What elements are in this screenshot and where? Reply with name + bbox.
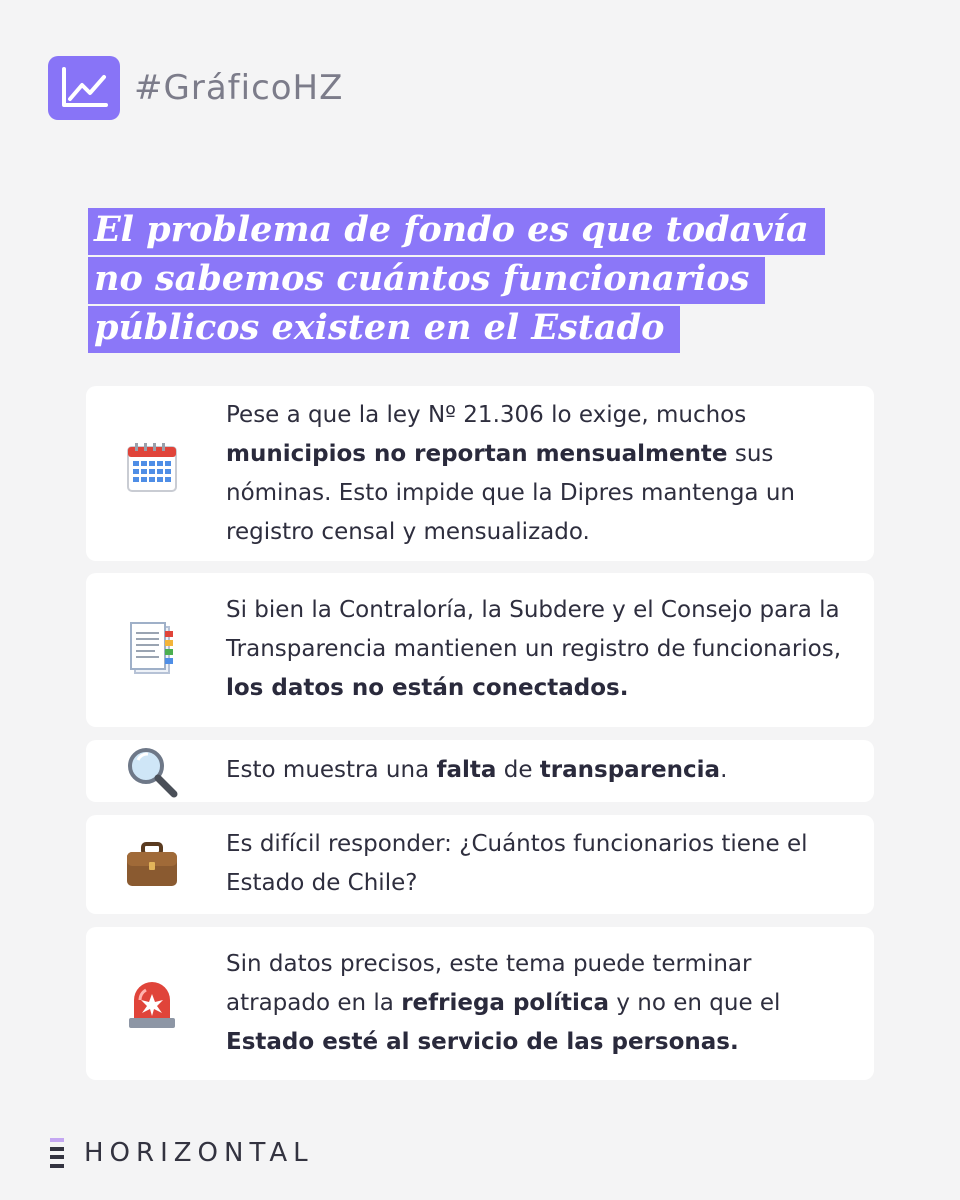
info-card-registry [86, 386, 874, 561]
card-text: Pese a que la ley Nº 21.306 lo exige, muchos municipios no reportan mensualmente sus nóminas. Esto impide que la Dipres mantenga un registro censal y mensualizado. [226, 402, 795, 545]
card-text: Es difícil responder: ¿Cuántos funcionarios tiene el Estado de Chile? [226, 831, 808, 896]
siren-icon [122, 973, 182, 1033]
hashtag-label: #GráficoHZ [134, 68, 344, 108]
brand-tag [48, 56, 343, 120]
headline-line-2: no sabemos cuántos funcionarios [88, 257, 765, 304]
card-text: Sin datos precisos, este tema puede terminar atrapado en la refriega política y no en que el Estado esté al servicio de las personas. [226, 951, 781, 1055]
info-card-transparency [86, 740, 874, 802]
calendar-icon [122, 438, 182, 498]
info-card-data [86, 573, 874, 727]
document-tabs-icon [122, 619, 182, 679]
headline [88, 206, 848, 353]
card-text: Si bien la Contraloría, la Subdere y el Consejo para la Transparencia mantienen un registro de funcionarios, los datos no están conectados. [226, 597, 842, 701]
logo-wordmark: HORIZONTAL [84, 1138, 314, 1168]
magnifying-glass-icon [122, 742, 182, 802]
headline-line-1: El problema de fondo es que todavía [88, 208, 825, 255]
info-card-question [86, 815, 874, 914]
card-text: Esto muestra una falta de transparencia. [226, 757, 728, 783]
line-chart-icon [48, 56, 120, 120]
info-card-politics [86, 927, 874, 1080]
horizontal-logo [50, 1138, 314, 1168]
logo-mark-icon [50, 1138, 64, 1168]
headline-line-3: públicos existen en el Estado [88, 306, 680, 353]
briefcase-icon [122, 835, 182, 895]
